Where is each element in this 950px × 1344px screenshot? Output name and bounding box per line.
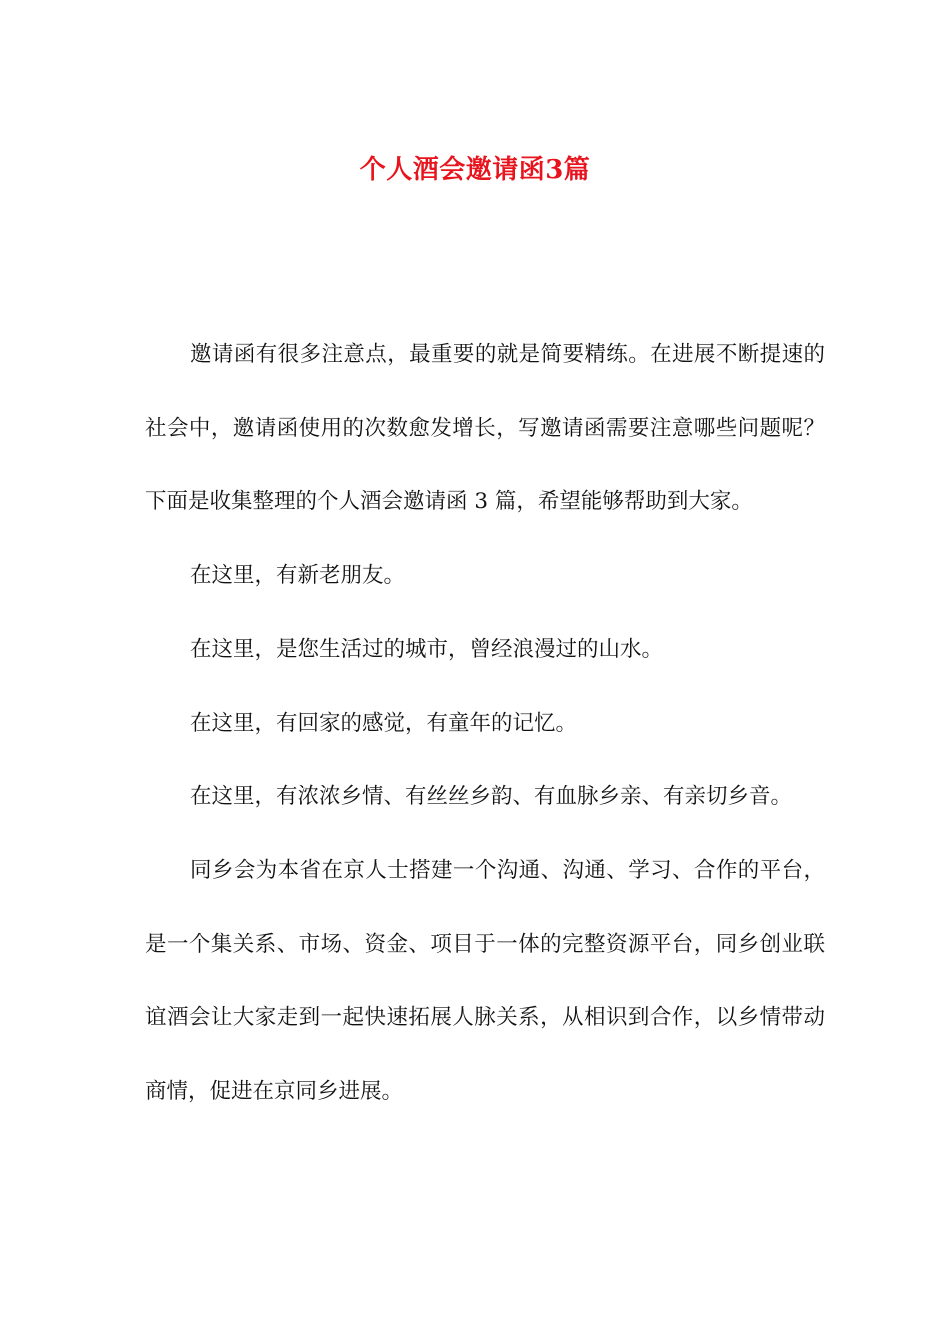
paragraph-friends: 在这里，有新老朋友。 xyxy=(190,563,406,589)
paragraph-home: 在这里，有回家的感觉，有童年的记忆。 xyxy=(190,710,578,736)
paragraph-association: 同乡会为本省在京人士搭建一个沟通、沟通、学习、合作的平台，是一个集关系、市场、资金、项目于一体的完整资源平台，同乡创业联谊酒会让大家走到一起快速拓展人脉关系，从相识到合作，以乡情带动商情，促进在京同乡进展。 xyxy=(145,857,825,1105)
document-title: 个人酒会邀请函3篇 xyxy=(359,155,591,186)
paragraph-city: 在这里，是您生活过的城市，曾经浪漫过的山水。 xyxy=(190,636,664,662)
paragraph-hometown-feelings: 在这里，有浓浓乡情、有丝丝乡韵、有血脉乡亲、有亲切乡音。 xyxy=(190,784,793,810)
paragraph-intro: 邀请函有很多注意点，最重要的就是简要精练。在进展不断提速的社会中，邀请函使用的次数愈发增长，写邀请函需要注意哪些问题呢？下面是收集整理的个人酒会邀请函 3 篇，希望能够帮助到大家。 xyxy=(145,342,825,515)
document-body xyxy=(145,318,825,1129)
